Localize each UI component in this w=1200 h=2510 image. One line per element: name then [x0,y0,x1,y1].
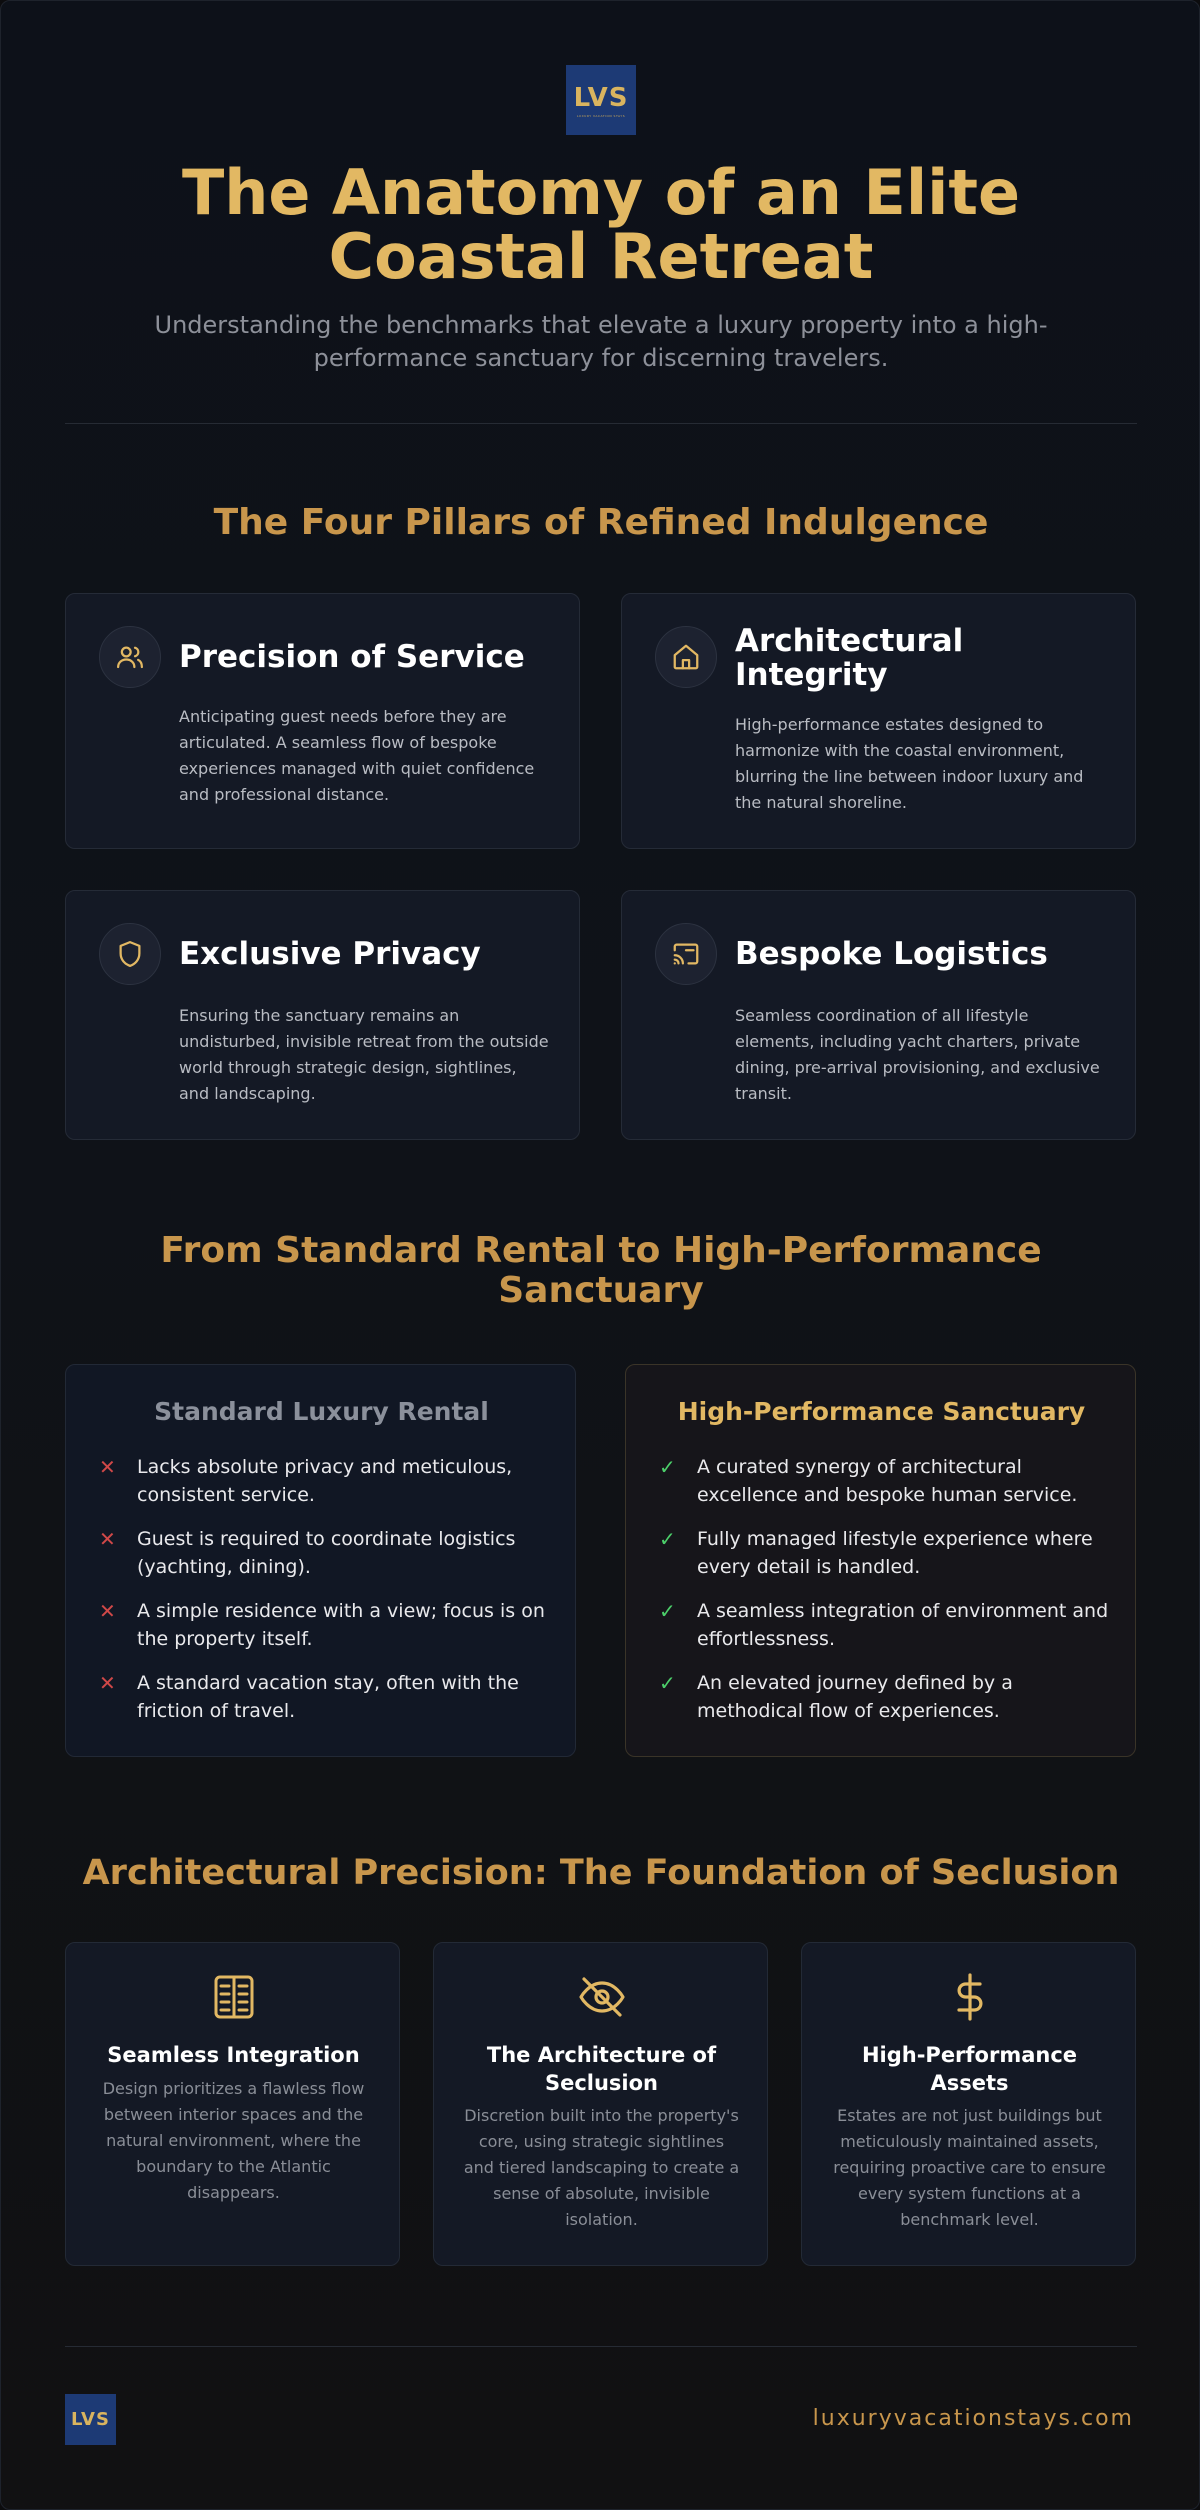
list-item [659,1525,1109,1581]
architecture-card-body: Estates are not just buildings but meticulously maintained assets, requiring proactive care to ensure every system functions at a benchmark level. [833,2106,1106,2229]
list-item-text: A simple residence with a view; focus is on the property itself. [137,1600,545,1650]
standard-rental-card [65,1364,576,1757]
header-logo-tagline: LUXURY VACATION STAYS [576,113,626,118]
header-logo [566,65,636,135]
cross-icon: ✕ [99,1671,116,1695]
architecture-card-title: High-Performance Assets [861,2043,1078,2095]
header-logo-text: LVS [573,82,629,113]
list-item-text: An elevated journey defined by a methodical flow of experiences. [697,1672,1013,1722]
cross-icon: ✕ [99,1527,116,1551]
comparison-heading: From Standard Rental to High-Performance Sanctuary [160,1230,1042,1311]
cross-icon: ✕ [99,1455,116,1479]
architecture-card [65,1942,400,2266]
pillar-card [621,593,1136,849]
list-item [659,1597,1109,1653]
page-subtitle: Understanding the benchmarks that elevate a luxury property into a high-performance sanctuary for discerning travelers. [154,311,1048,372]
cast-icon [655,923,717,985]
list-item [99,1525,549,1581]
list-item-text: A seamless integration of environment and effortlessness. [697,1600,1109,1650]
architecture-card [433,1942,768,2266]
architecture-card-title: Seamless Integration [107,2043,360,2067]
footer-logo-text: LVS [71,2409,110,2430]
sanctuary-list [659,1453,1109,1725]
standard-rental-title: Standard Luxury Rental [154,1397,489,1426]
standard-rental-list [99,1453,549,1725]
architecture-card-body: Discretion built into the property's core, using strategic sightlines and tiered landscaping to create a sense of absolute, invisible isolation. [463,2106,740,2229]
list-item [99,1453,549,1509]
users-icon [99,626,161,688]
pillar-title: Exclusive Privacy [179,936,481,972]
check-icon: ✓ [659,1455,676,1479]
pillar-title: Bespoke Logistics [735,936,1048,972]
list-item [659,1669,1109,1725]
check-icon: ✓ [659,1599,676,1623]
columns-icon [214,1975,254,2023]
footer-logo [65,2394,116,2445]
shield-icon [99,923,161,985]
list-item [99,1669,549,1725]
home-icon [655,626,717,688]
eye-off-icon [578,1975,626,2023]
list-item-text: Guest is required to coordinate logistics (yachting, dining). [137,1528,516,1578]
list-item-text: Fully managed lifestyle experience where every detail is handled. [697,1528,1093,1578]
architecture-card-title: The Architecture of Seclusion [486,2043,717,2095]
list-item-text: Lacks absolute privacy and meticulous, consistent service. [137,1456,513,1506]
pillar-card [65,593,580,849]
pillar-title: Precision of Service [179,639,525,675]
pillars-heading: The Four Pillars of Refined Indulgence [213,502,989,543]
cross-icon: ✕ [99,1599,116,1623]
check-icon: ✓ [659,1527,676,1551]
dollar-icon [952,1973,988,2025]
architecture-card-body: Design prioritizes a flawless flow between interior spaces and the natural environment, where the boundary to the Atlantic disappears. [102,2079,365,2202]
list-item-text: A curated synergy of architectural excellence and bespoke human service. [697,1456,1078,1506]
architecture-heading: Architectural Precision: The Foundation of Seclusion [82,1853,1120,1893]
pillar-body: Ensuring the sanctuary remains an undisturbed, invisible retreat from the outside world through strategic design, sightlines, and landscaping. [179,1006,549,1103]
list-item [99,1597,549,1653]
pillar-card [65,890,580,1140]
list-item-text: A standard vacation stay, often with the friction of travel. [137,1672,519,1722]
sanctuary-card [625,1364,1136,1757]
list-item [659,1453,1109,1509]
footer-divider [65,2346,1137,2347]
pillar-card [621,890,1136,1140]
pillar-body: High-performance estates designed to harmonize with the coastal environment, blurring the line between indoor luxury and the natural shoreline. [735,715,1084,812]
pillar-body: Anticipating guest needs before they are articulated. A seamless flow of bespoke experiences managed with quiet confidence and professional distance. [179,707,535,804]
check-icon: ✓ [659,1671,676,1695]
sanctuary-title: High-Performance Sanctuary [677,1397,1086,1426]
pillar-body: Seamless coordination of all lifestyle elements, including yacht charters, private dining, pre-arrival provisioning, and exclusive transit. [735,1006,1100,1103]
header-divider [65,423,1137,424]
architecture-card [801,1942,1136,2266]
footer-website-link[interactable]: luxuryvacationstays.com [812,2406,1134,2431]
page-title: The Anatomy of an Elite Coastal Retreat [181,156,1021,293]
pillar-title: Architectural Integrity [735,623,964,693]
